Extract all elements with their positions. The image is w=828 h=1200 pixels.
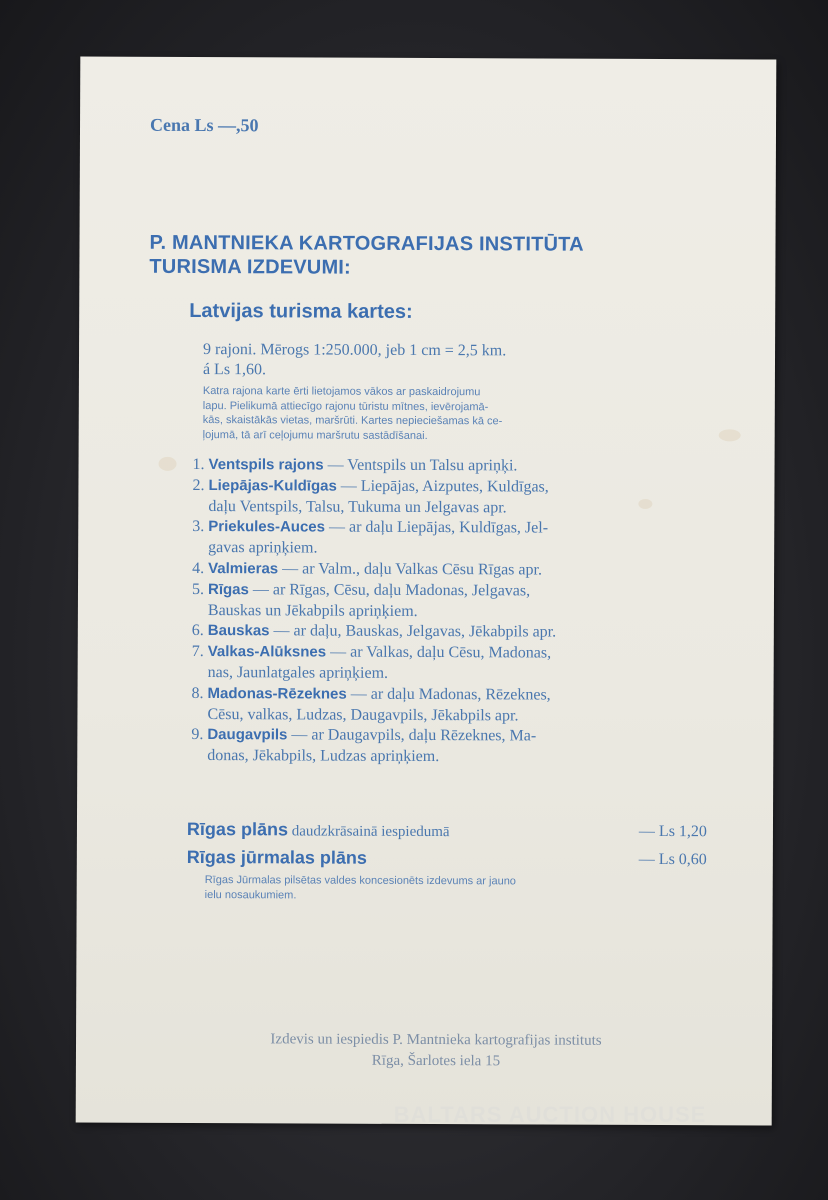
region-name: Daugavpils: [207, 726, 288, 744]
plan-name: Rīgas plāns: [186, 818, 289, 840]
region-detail: — ar Valkas, daļu Cēsu, Madonas,: [326, 643, 552, 662]
paper-stain: [159, 457, 177, 471]
region-number: 7.: [191, 643, 204, 661]
region-detail: — ar daļu, Bauskas, Jelgavas, Jēkabpils apr.: [269, 622, 557, 641]
scale-info: [203, 340, 723, 382]
region-number: 4.: [192, 559, 205, 578]
publisher-heading: [149, 231, 749, 282]
region-detail: — ar Rīgas, Cēsu, daļu Madonas, Jelgavas,: [248, 581, 531, 600]
section-title: Latvijas turisma kartes:: [189, 299, 413, 323]
publisher-imprint: [136, 1029, 736, 1074]
imprint-line: Rīga, Šarlotes iela 15: [371, 1052, 501, 1070]
region-name: Bauskas: [207, 622, 270, 640]
plan-description: daudzkrāsainā iespiedumā: [291, 823, 450, 841]
booklet-back-cover: [76, 56, 777, 1125]
plan-price: — Ls 1,20: [638, 822, 707, 841]
region-number: 3.: [192, 518, 205, 536]
region-number: 2.: [192, 476, 205, 494]
description-line: lapu. Pielikumā attiecīgo rajonu tūristu mītnes, ievērojamā-: [202, 399, 489, 413]
region-name: Madonas-Rēzeknes: [207, 684, 347, 703]
region-item: [184, 559, 724, 582]
region-number: 5.: [191, 580, 205, 598]
region-item: [184, 476, 724, 520]
region-name: Ventspils rajons: [208, 456, 324, 474]
region-detail-cont: Bauskas un Jēkabpils apriņķiem.: [207, 601, 418, 620]
note-line: ielu nosaukumiem.: [204, 888, 297, 901]
region-number: 8.: [191, 684, 204, 702]
region-list: [183, 455, 724, 769]
plan-name: Rīgas jūrmalas plāns: [186, 846, 367, 868]
region-detail-cont: daļu Ventspils, Talsu, Tukuma un Jelgavas apr.: [208, 497, 507, 516]
region-name: Rīgas: [207, 580, 249, 599]
region-detail-cont: Cēsu, valkas, Ludzas, Daugavpils, Jēkabpils apr.: [207, 705, 519, 724]
note-line: Rīgas Jūrmalas pilsētas valdes koncesionēts izdevums ar jauno: [204, 874, 516, 888]
region-item: [184, 517, 724, 561]
region-detail-cont: gavas apriņķiem.: [208, 539, 318, 557]
region-detail: — ar Daugavpils, daļu Rēzeknes, Ma-: [287, 726, 537, 745]
region-item: [183, 684, 723, 728]
map-description: [203, 384, 723, 444]
jurmala-plan-item: [187, 847, 707, 870]
region-item: [185, 455, 725, 478]
region-detail: — Ventspils un Talsu apriņķi.: [323, 456, 518, 475]
heading-line: P. MANTNIEKA KARTOGRAFIJAS INSTITŪTA: [149, 231, 584, 256]
riga-plan-item: [187, 819, 707, 842]
region-item: [184, 642, 724, 686]
description-line: Katra rajona karte ērti lietojamos vākos ar paskaidrojumu: [202, 385, 481, 399]
region-number: 9.: [191, 726, 204, 744]
region-detail: — ar daļu Madonas, Rēzeknes,: [346, 685, 551, 704]
region-name: Valmieras: [208, 560, 279, 578]
scale-line: á Ls 1,60.: [202, 361, 267, 379]
region-detail: — Liepājas, Aizputes, Kuldīgas,: [336, 477, 549, 496]
region-detail: — ar daļu Liepājas, Kuldīgas, Jel-: [324, 518, 549, 537]
jurmala-note: [205, 873, 725, 904]
region-name: Valkas-Alūksnes: [207, 643, 327, 661]
region-number: 1.: [192, 455, 205, 474]
region-detail: — ar Valm., daļu Valkas Cēsu Rīgas apr.: [278, 560, 543, 579]
plan-price: — Ls 0,60: [638, 850, 707, 869]
region-name: Liepājas-Kuldīgas: [208, 476, 337, 495]
region-item: [183, 725, 723, 769]
auction-watermark: BALTARS AUCTION HOUSE: [393, 1102, 707, 1127]
scale-line: 9 rajoni. Mērogs 1:250.000, jeb 1 cm = 2,5 km.: [203, 341, 507, 360]
region-number: 6.: [191, 622, 204, 640]
region-item: [184, 580, 724, 624]
description-line: kās, skaistākās vietas, maršrūti. Kartes nepieciešamas kā ce-: [202, 414, 503, 428]
imprint-line: Izdevis un iespiedis P. Mantnieka kartografijas instituts: [270, 1031, 602, 1049]
region-item: [184, 621, 724, 644]
region-name: Priekules-Auces: [208, 518, 326, 536]
heading-line: TURISMA IZDEVUMI:: [149, 255, 352, 279]
description-line: ļojumā, tā arī ceļojumu maršrutu sastādīšanai.: [202, 428, 428, 442]
price-label: Cena Ls —,50: [149, 114, 259, 136]
region-detail-cont: donas, Jēkabpils, Ludzas apriņķiem.: [207, 747, 440, 766]
region-detail-cont: nas, Jaunlatgales apriņķiem.: [207, 664, 389, 682]
